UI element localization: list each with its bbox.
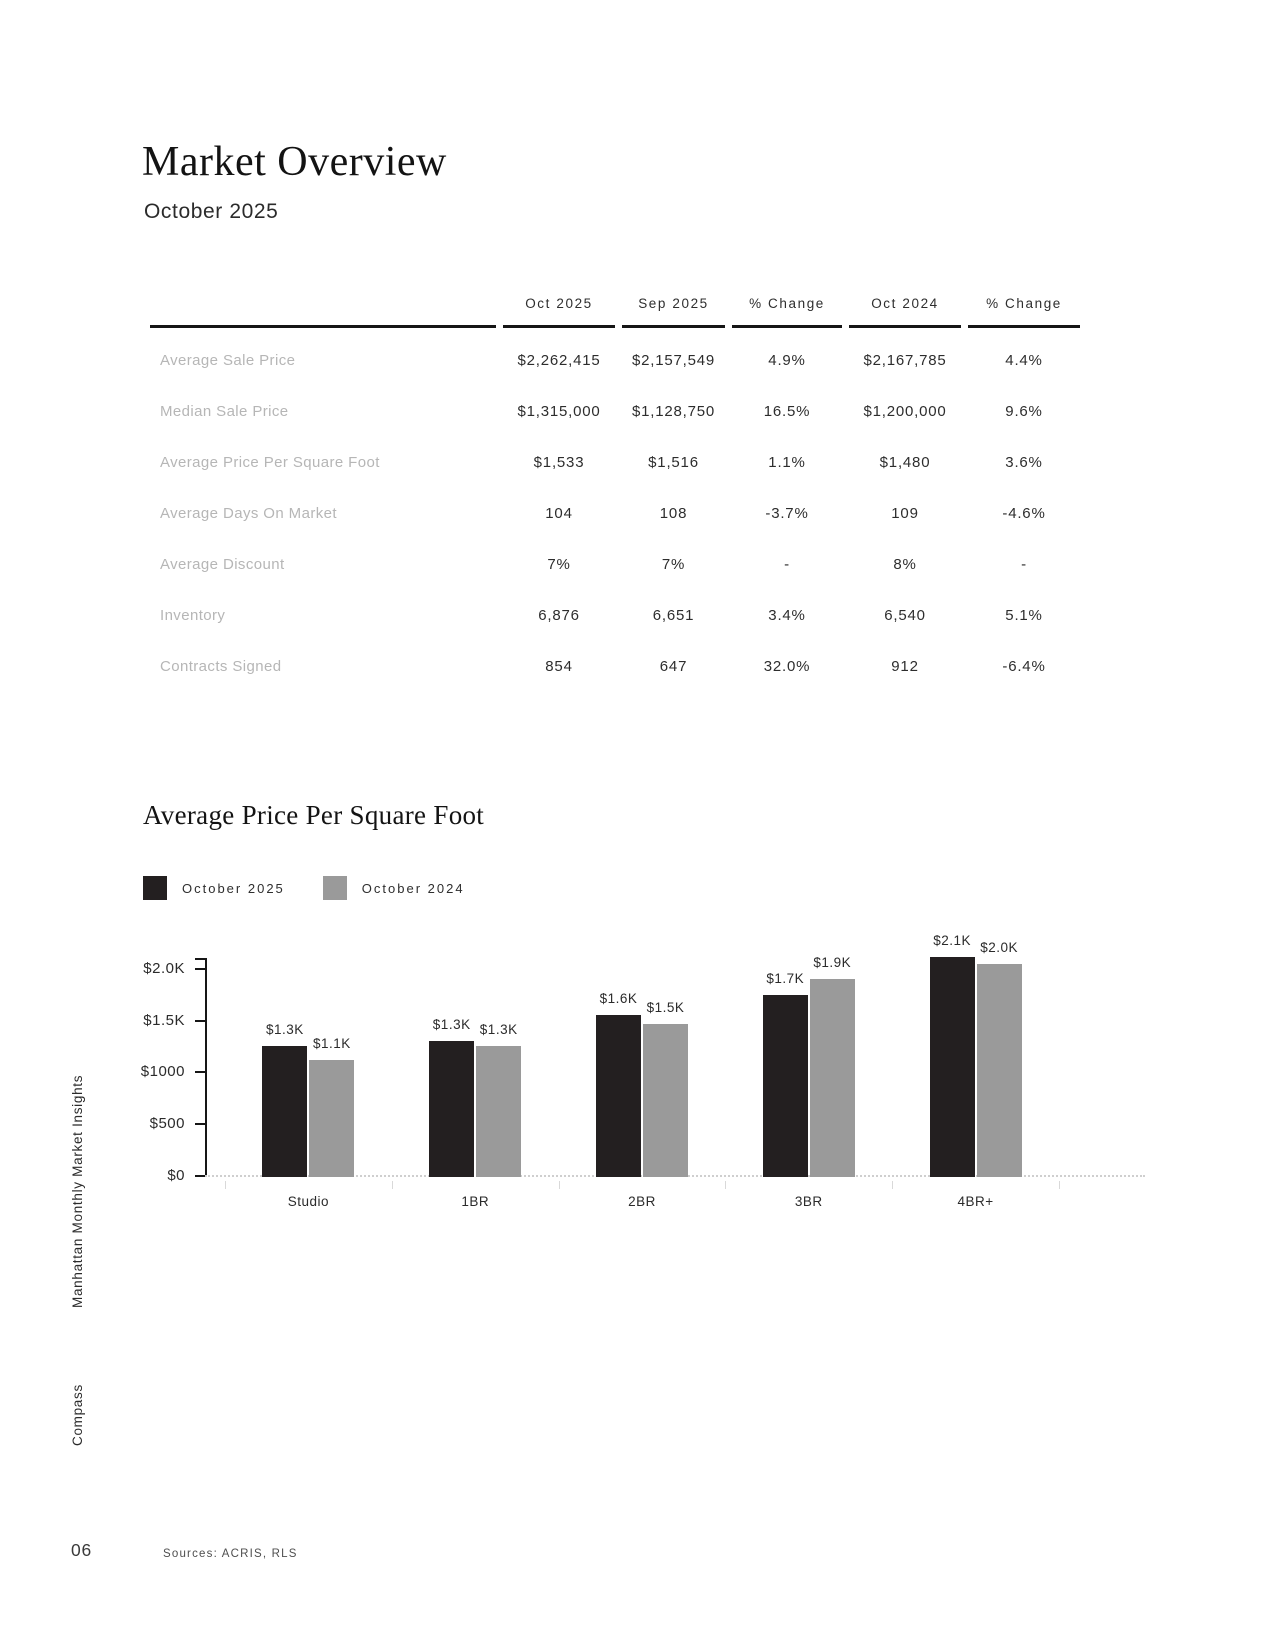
chart-legend (143, 876, 465, 900)
value-cell: 7% (547, 556, 571, 573)
y-axis (140, 949, 205, 1184)
bar-value-label: $2.0K (980, 940, 1018, 955)
bar-value-label: $1.6K (599, 991, 638, 1006)
y-axis-tick (195, 1175, 205, 1177)
table-row (150, 488, 1080, 539)
value-cell: 108 (659, 505, 688, 522)
value-cell: - (784, 556, 790, 573)
column-header-pct-change-yoy: % Change (968, 296, 1080, 328)
column-header-oct-2025: Oct 2025 (503, 296, 615, 328)
value-cell: $2,262,415 (517, 352, 601, 369)
table-row (150, 539, 1080, 590)
bar-group-1br (392, 949, 559, 1209)
x-axis-tick (1059, 1181, 1060, 1189)
bar-pair (429, 1017, 521, 1177)
value-cell: $1,516 (648, 454, 699, 471)
value-cell: 6,876 (538, 607, 580, 624)
x-axis-category-label: 4BR+ (957, 1194, 994, 1209)
legend-label: October 2025 (182, 880, 285, 896)
legend-label: October 2024 (361, 880, 465, 896)
y-axis-label: $500 (149, 1115, 185, 1133)
bar-1br-prior-year (476, 1022, 521, 1177)
y-axis-label: $2.0K (143, 959, 185, 977)
row-label: Average Sale Price (160, 352, 296, 369)
table-row (150, 386, 1080, 437)
value-cell: -6.4% (1002, 658, 1046, 675)
value-cell: $1,315,000 (517, 403, 601, 420)
bar-pair (763, 955, 855, 1177)
y-axis-label: $1000 (140, 1063, 185, 1081)
table-row (150, 590, 1080, 641)
x-axis-tick (392, 1181, 393, 1189)
table-row (150, 328, 1080, 386)
value-cell: $1,200,000 (863, 403, 947, 420)
y-axis-tick (195, 968, 205, 970)
value-cell: 6,540 (884, 607, 926, 624)
bar-studio-prior-year (309, 1036, 354, 1177)
value-cell: 104 (545, 505, 573, 522)
value-cell: $1,480 (879, 454, 931, 471)
legend-swatch-oct-2024 (323, 876, 347, 900)
bar-pair (930, 933, 1022, 1177)
y-axis-label: $0 (167, 1167, 185, 1184)
x-axis-tick (559, 1181, 560, 1189)
column-header-oct-2024: Oct 2024 (849, 296, 961, 328)
bar-pair (596, 991, 688, 1177)
bar-group-2br (559, 949, 726, 1209)
bar-value-label: $1.7K (766, 971, 805, 986)
bar-pair (262, 1022, 354, 1177)
column-header-pct-change-mom: % Change (732, 296, 842, 328)
legend-item-oct-2024 (323, 876, 465, 900)
metrics-header-row (150, 296, 1080, 328)
page-subtitle: October 2025 (144, 200, 279, 223)
value-cell: 3.4% (768, 607, 806, 624)
legend-item-oct-2025 (143, 876, 285, 900)
value-cell: 854 (545, 658, 573, 675)
x-axis-category-label: 1BR (461, 1194, 490, 1209)
plot-area (205, 933, 1079, 1209)
x-axis-category-label: 3BR (794, 1194, 823, 1209)
bar-2br-prior-year (643, 1000, 688, 1177)
metric-name-column-header (150, 296, 496, 328)
value-cell: 16.5% (763, 403, 811, 420)
column-header-sep-2025: Sep 2025 (622, 296, 725, 328)
row-label: Average Discount (160, 556, 285, 573)
row-label: Median Sale Price (160, 403, 289, 420)
value-cell: $1,533 (533, 454, 585, 471)
bar-1br-current (429, 1017, 474, 1177)
bar-value-label: $1.5K (646, 1000, 685, 1015)
bar-value-label: $1.3K (266, 1022, 304, 1037)
sidebar-report-title: Manhattan Monthly Market Insights (70, 1074, 85, 1308)
bar-4brplus-prior-year (977, 940, 1022, 1177)
bar-value-label: $1.1K (313, 1036, 351, 1051)
value-cell: 912 (891, 658, 919, 675)
price-psf-bar-chart (140, 933, 1153, 1219)
row-label: Average Days On Market (160, 505, 337, 522)
value-cell: $2,167,785 (863, 352, 947, 369)
value-cell: 4.9% (768, 352, 806, 369)
bar-value-label: $1.9K (813, 955, 852, 970)
bar-2br-current (596, 991, 641, 1177)
row-label: Average Price Per Square Foot (160, 454, 380, 471)
bar-4brplus-current (930, 933, 975, 1177)
y-axis-tick (195, 1020, 205, 1022)
bar-group-studio (225, 949, 392, 1209)
y-axis-tick (195, 1123, 205, 1125)
value-cell: $1,128,750 (631, 403, 716, 420)
row-label: Contracts Signed (160, 658, 282, 675)
chart-title: Average Price Per Square Foot (143, 800, 485, 830)
value-cell: 5.1% (1005, 607, 1043, 624)
value-cell: - (1021, 556, 1027, 573)
value-cell: 9.6% (1005, 403, 1043, 420)
table-row (150, 641, 1080, 692)
y-axis-tick (195, 1071, 205, 1073)
value-cell: -3.7% (765, 505, 809, 522)
metrics-table (143, 296, 1087, 692)
bar-value-label: $1.3K (432, 1017, 471, 1032)
bar-studio-current (262, 1022, 307, 1177)
bar-group-3br (725, 949, 892, 1209)
value-cell: 8% (893, 556, 917, 573)
x-axis-tick (225, 1181, 226, 1189)
page-number: 06 (71, 1540, 93, 1560)
value-cell: 3.6% (1005, 454, 1043, 471)
x-axis-category-label: Studio (287, 1194, 330, 1209)
legend-swatch-oct-2025 (143, 876, 167, 900)
sources-note: Sources: ACRIS, RLS (163, 1548, 298, 1560)
value-cell: 7% (661, 556, 686, 573)
bar-3br-prior-year (810, 955, 855, 1177)
value-cell: $2,157,549 (631, 352, 716, 369)
bar-group-4brplus (892, 933, 1059, 1209)
value-cell: 6,651 (652, 607, 695, 624)
bar-value-label: $1.3K (479, 1022, 518, 1037)
table-row (150, 437, 1080, 488)
value-cell: 32.0% (763, 658, 811, 675)
value-cell: 647 (659, 658, 688, 675)
y-axis-label: $1.5K (143, 1011, 185, 1029)
x-axis-category-label: 2BR (628, 1194, 656, 1209)
row-label: Inventory (160, 607, 226, 624)
value-cell: 4.4% (1005, 352, 1043, 369)
value-cell: 109 (891, 505, 919, 522)
y-axis-top-tick (195, 958, 205, 960)
value-cell: 1.1% (768, 454, 806, 471)
x-axis-tick (725, 1181, 726, 1189)
value-cell: -4.6% (1002, 505, 1046, 522)
sidebar-brand: Compass (70, 1384, 85, 1446)
bar-3br-current (763, 971, 808, 1177)
bar-value-label: $2.1K (933, 933, 971, 948)
x-axis-tick (892, 1181, 893, 1189)
page-title: Market Overview (142, 139, 447, 185)
